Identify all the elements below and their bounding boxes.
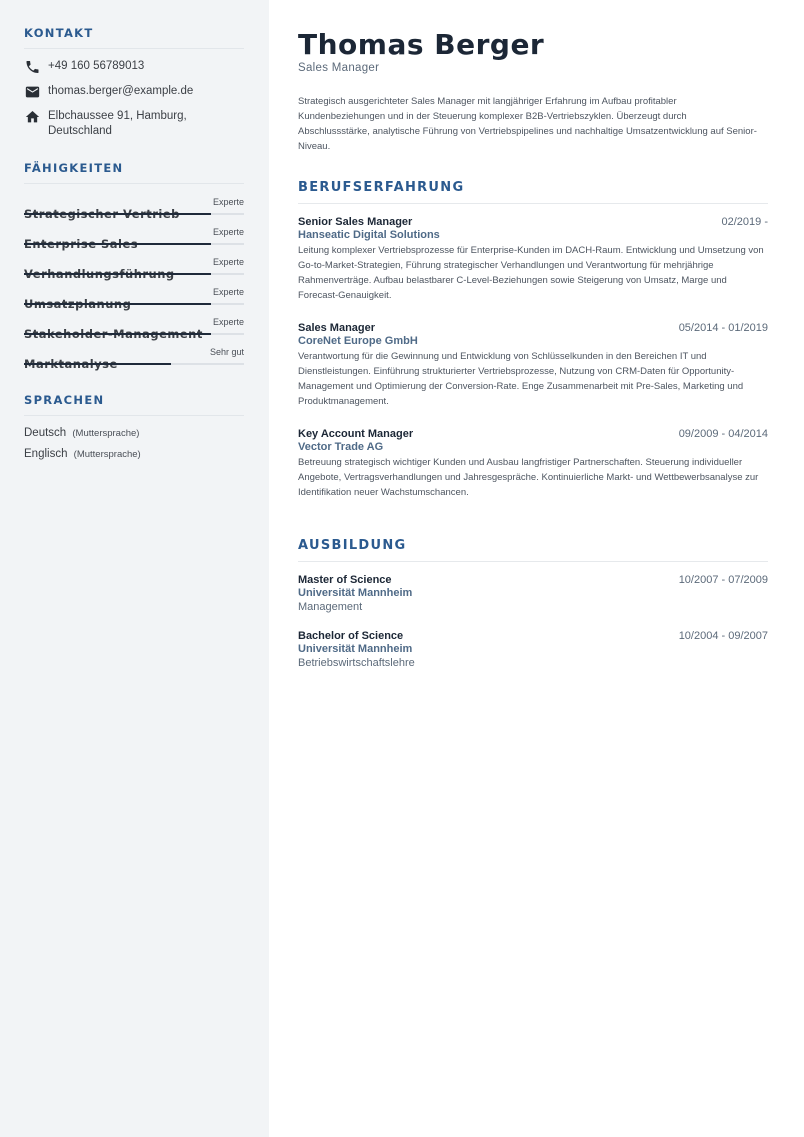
job-company: CoreNet Europe GmbH	[298, 335, 418, 347]
experience-heading: BERUFSERFAHRUNG	[298, 180, 768, 204]
education-heading: AUSBILDUNG	[298, 538, 768, 562]
phone-number: +49 160 56789013	[48, 60, 145, 72]
email-address: thomas.berger@example.de	[48, 85, 194, 97]
skill-bar	[24, 243, 244, 245]
job-entry	[298, 322, 768, 409]
language-level: (Muttersprache)	[72, 428, 140, 439]
skills-heading: FÄHIGKEITEN	[24, 161, 244, 184]
language-item	[24, 447, 244, 462]
skill-item	[24, 313, 244, 343]
skill-level: Experte	[212, 287, 244, 297]
language-name: Deutsch	[24, 427, 67, 439]
degree-date: 10/2004 - 09/2007	[678, 630, 768, 642]
skill-bar-fill	[24, 303, 211, 305]
skill-list	[24, 193, 244, 373]
job-title: Senior Sales Manager	[298, 216, 413, 228]
person-role: Sales Manager	[298, 62, 380, 74]
skill-bar	[24, 333, 244, 335]
skill-level: Sehr gut	[209, 347, 244, 357]
languages-heading: SPRACHEN	[24, 393, 244, 416]
job-date: 02/2019 -	[721, 216, 768, 228]
skill-level: Experte	[212, 227, 244, 237]
degree-title: Master of Science	[298, 574, 392, 586]
sidebar	[0, 0, 269, 1137]
job-company: Vector Trade AG	[298, 441, 384, 453]
skill-bar	[24, 303, 244, 305]
language-item	[24, 426, 244, 441]
skill-level: Experte	[212, 317, 244, 327]
language-level: (Muttersprache)	[73, 449, 141, 460]
job-title: Sales Manager	[298, 322, 376, 334]
job-description: Verantwortung für die Gewinnung und Entwicklung von Schlüsselkunden in den Bereichen IT und Dienstleistungen. Einführung strukturierter Vertriebsprozesse, Nutzung von CRM-Daten für Opportunity-Management und Optimierung der Conversion-Rate. Enge Zusammenarbeit mit Pre-Sales, Marketing und Produktmanagement.	[298, 351, 744, 407]
skill-bar-fill	[24, 213, 211, 215]
language-list	[24, 426, 244, 462]
skill-bar-fill	[24, 273, 211, 275]
contact-list	[24, 59, 244, 139]
degree-list	[298, 574, 768, 669]
skill-item	[24, 283, 244, 313]
skill-bar	[24, 273, 244, 275]
contact-address	[24, 109, 244, 139]
person-name: Thomas Berger	[298, 28, 545, 61]
skill-level: Experte	[212, 257, 244, 267]
job-description: Leitung komplexer Vertriebsprozesse für Enterprise-Kunden im DACH-Raum. Entwicklung und Umsetzung von Go-to-Market-Strategien, Führung strategischer Verhandlungen und Verantwortung für mehrjährige Rahmenverträge. Aufbau belastbarer C-Level-Beziehungen sowie Steigerung von Umsatz, Marge und Forecast-Genauigkeit.	[298, 245, 764, 301]
mail-icon	[24, 84, 41, 100]
job-entry	[298, 216, 768, 303]
profile-summary: Strategisch ausgerichteter Sales Manager mit langjähriger Erfahrung im Aufbau profitabler Kundenbeziehungen und in der Steuerung komplexer B2B-Vertriebszyklen. Überzeugt durch Abschlussstärke, analytische Führung von Vertriebspipelines und nachhaltige Umsatzentwicklung auf Senior-Niveau.	[298, 96, 757, 152]
language-name: Englisch	[24, 448, 68, 460]
job-title: Key Account Manager	[298, 428, 414, 440]
skill-level: Experte	[212, 197, 244, 207]
skill-item	[24, 193, 244, 223]
experience-section	[298, 180, 768, 500]
job-company: Hanseatic Digital Solutions	[298, 229, 440, 241]
degree-entry	[298, 574, 768, 613]
contact-heading: KONTAKT	[24, 26, 244, 49]
phone-icon	[24, 59, 41, 75]
skill-bar-fill	[24, 243, 211, 245]
degree-title: Bachelor of Science	[298, 630, 404, 642]
main-content	[298, 28, 768, 686]
job-entry	[298, 428, 768, 500]
degree-date: 10/2007 - 07/2009	[678, 574, 768, 586]
skill-bar-fill	[24, 363, 171, 365]
job-date: 05/2014 - 01/2019	[678, 322, 768, 334]
home-icon	[24, 109, 41, 125]
postal-address: Elbchaussee 91, Hamburg, Deutschland	[48, 110, 187, 137]
degree-entry	[298, 630, 768, 669]
skills-section	[24, 161, 244, 373]
skill-item	[24, 343, 244, 373]
education-section	[298, 538, 768, 669]
contact-email	[24, 84, 244, 100]
skill-bar-fill	[24, 333, 211, 335]
job-list	[298, 216, 768, 500]
degree-field: Betriebswirtschaftslehre	[298, 657, 415, 669]
job-date: 09/2009 - 04/2014	[678, 428, 768, 440]
skill-bar	[24, 213, 244, 215]
skill-item	[24, 253, 244, 283]
resume-header	[298, 28, 768, 154]
degree-school: Universität Mannheim	[298, 643, 413, 655]
degree-school: Universität Mannheim	[298, 587, 413, 599]
skill-item	[24, 223, 244, 253]
job-description: Betreuung strategisch wichtiger Kunden und Ausbau langfristiger Partnerschaften. Steuerung individueller Angebote, Vertragsverhandlungen und Jahresgespräche. Kontinuierliche Markt- und Wettbewerbsanalyse zur Identifikation neuer Wachstumschancen.	[298, 457, 759, 498]
contact-phone	[24, 59, 244, 75]
contact-section	[24, 26, 244, 139]
languages-section	[24, 393, 244, 462]
skill-bar	[24, 363, 244, 365]
degree-field: Management	[298, 601, 363, 613]
